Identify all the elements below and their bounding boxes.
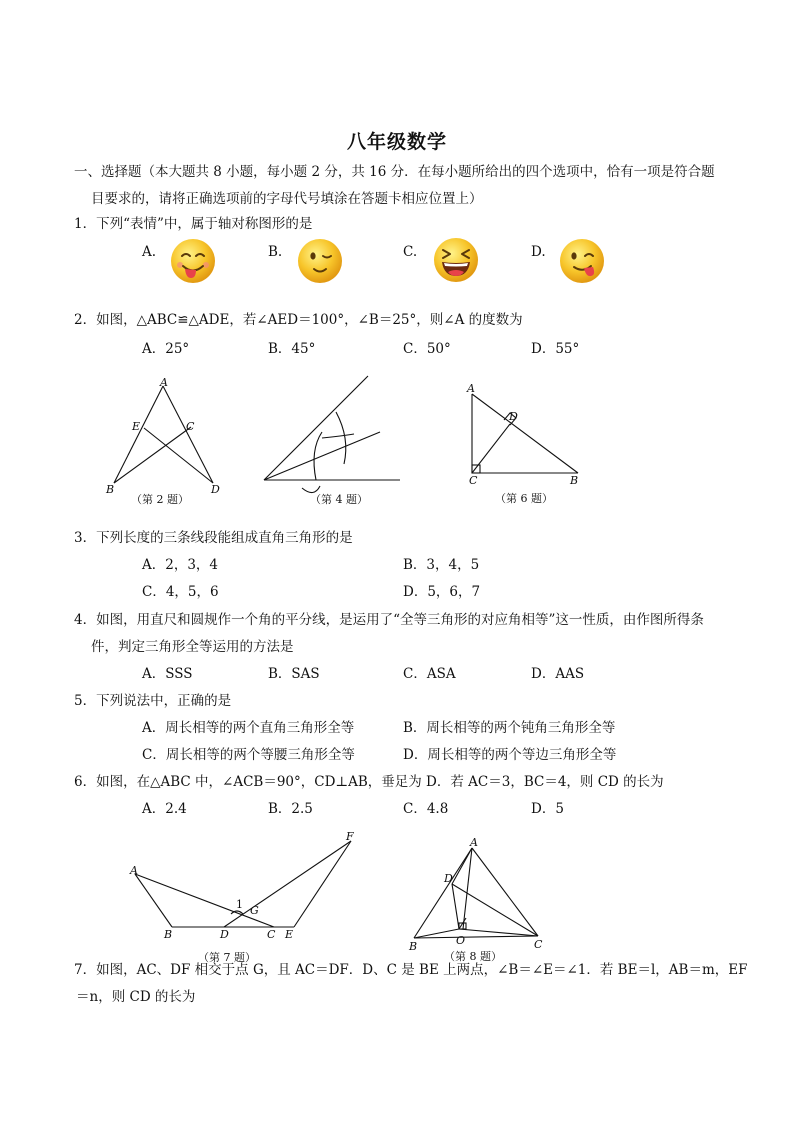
fig7-label-c: C [267, 928, 276, 941]
figure-8 [404, 834, 554, 964]
fig7-label-a: A [130, 864, 138, 877]
q3-option-a: A．2，3，4 [142, 557, 219, 573]
q2-option-d: D．55° [531, 341, 580, 357]
q6-option-a: A．2.4 [142, 801, 187, 817]
question-7-stem-line2: ＝n，则 CD 的长为 [76, 989, 196, 1005]
figure-4 [258, 372, 408, 512]
q3-option-b: B．3，4，5 [403, 557, 480, 573]
question-5-stem: 5．下列说法中，正确的是 [74, 693, 232, 709]
section-instructions-line2: 目要求的，请将正确选项前的字母代号填涂在答题卡相应位置上） [91, 191, 483, 207]
q1-option-d-label: D. [531, 244, 546, 260]
fig7-label-angle-1: 1 [236, 898, 243, 911]
q6-option-c: C．4.8 [403, 801, 449, 817]
question-2-stem: 2．如图，△ABC≌△ADE，若∠AED＝100°，∠B＝25°，则∠A 的度数为 [74, 312, 523, 328]
fig2-caption: （第 2 题） [131, 493, 189, 506]
fig2-label-d: D [211, 483, 220, 496]
q4-option-b: B．SAS [268, 666, 320, 682]
q1-option-a-label: A. [142, 244, 157, 260]
tongue-out-smile-emoji-icon [168, 236, 218, 290]
question-6-stem: 6．如图，在△ABC 中，∠ACB＝90°，CD⊥AB，垂足为 D．若 AC＝3，BC＝4，则 CD 的长为 [74, 774, 664, 790]
fig8-label-d: D [444, 872, 453, 885]
page-title: 八年级数学 [346, 131, 447, 153]
fig6-label-c: C [469, 474, 478, 487]
q1-option-b-label: B. [268, 244, 283, 260]
fig2-label-a: A [160, 376, 168, 389]
figure-2 [100, 372, 240, 512]
fig7-label-f: F [346, 830, 354, 843]
fig8-label-a: A [470, 836, 478, 849]
q2-option-b: B．45° [268, 341, 316, 357]
question-1-stem: 1．下列“表情”中，属于轴对称图形的是 [74, 216, 313, 232]
section-instructions-line1: 一、选择题（本大题共 8 小题，每小题 2 分，共 16 分．在每小题所给出的四个选项中，恰有一项是符合题 [74, 164, 715, 180]
fig7-caption: （第 7 题） [198, 951, 256, 964]
fig2-label-e: E [132, 420, 141, 433]
fig8-label-c: C [534, 938, 543, 951]
figure-6 [460, 378, 590, 513]
q1-option-c-label: C. [403, 244, 418, 260]
fig7-label-g: G [250, 904, 259, 917]
question-7-stem-line1: 7．如图，AC、DF 相交于点 G，且 AC＝DF．D、C 是 BE 上两点，∠B＝∠E＝∠1．若 BE＝l，AB＝m，EF [74, 962, 748, 978]
fig6-caption: （第 6 题） [495, 492, 553, 505]
fig2-label-c: C [186, 420, 195, 433]
q4-option-d: D．AAS [531, 666, 585, 682]
fig4-caption: （第 4 题） [310, 493, 368, 506]
q4-option-c: C．ASA [403, 666, 456, 682]
q3-option-c: C．4，5，6 [142, 584, 219, 600]
q6-option-d: D．5 [531, 801, 564, 817]
figure-7 [124, 828, 364, 968]
question-4-stem-line1: 4．如图，用直尺和圆规作一个角的平分线，是运用了“全等三角形的对应角相等”这一性质，由作图所得条 [74, 612, 704, 628]
question-3-stem: 3．下列长度的三条线段能组成直角三角形的是 [74, 530, 353, 546]
tongue-wink-emoji-icon [557, 236, 607, 290]
question-4-stem-line2: 件，判定三角形全等运用的方法是 [91, 639, 294, 655]
q4-option-a: A．SSS [142, 666, 193, 682]
fig2-label-b: B [106, 483, 115, 496]
q2-option-c: C．50° [403, 341, 451, 357]
fig8-label-b: B [409, 940, 418, 953]
fig7-label-d: D [220, 928, 229, 941]
winking-emoji-icon [295, 236, 345, 290]
fig8-caption: （第 8 题） [444, 950, 502, 963]
q5-option-b: B．周长相等的两个钝角三角形全等 [403, 720, 616, 736]
q2-option-a: A．25° [142, 341, 190, 357]
q5-option-c: C．周长相等的两个等腰三角形全等 [142, 747, 355, 763]
fig6-label-b: B [570, 474, 579, 487]
fig7-label-e: E [285, 928, 294, 941]
q5-option-d: D．周长相等的两个等边三角形全等 [403, 747, 617, 763]
q3-option-d: D．5，6，7 [403, 584, 481, 600]
fig6-label-a: A [467, 382, 475, 395]
fig6-label-d: D [509, 410, 518, 423]
laughing-squint-emoji-icon [431, 235, 481, 289]
fig8-label-o: O [456, 934, 466, 947]
fig7-label-b: B [164, 928, 173, 941]
q6-option-b: B．2.5 [268, 801, 313, 817]
q5-option-a: A．周长相等的两个直角三角形全等 [142, 720, 355, 736]
